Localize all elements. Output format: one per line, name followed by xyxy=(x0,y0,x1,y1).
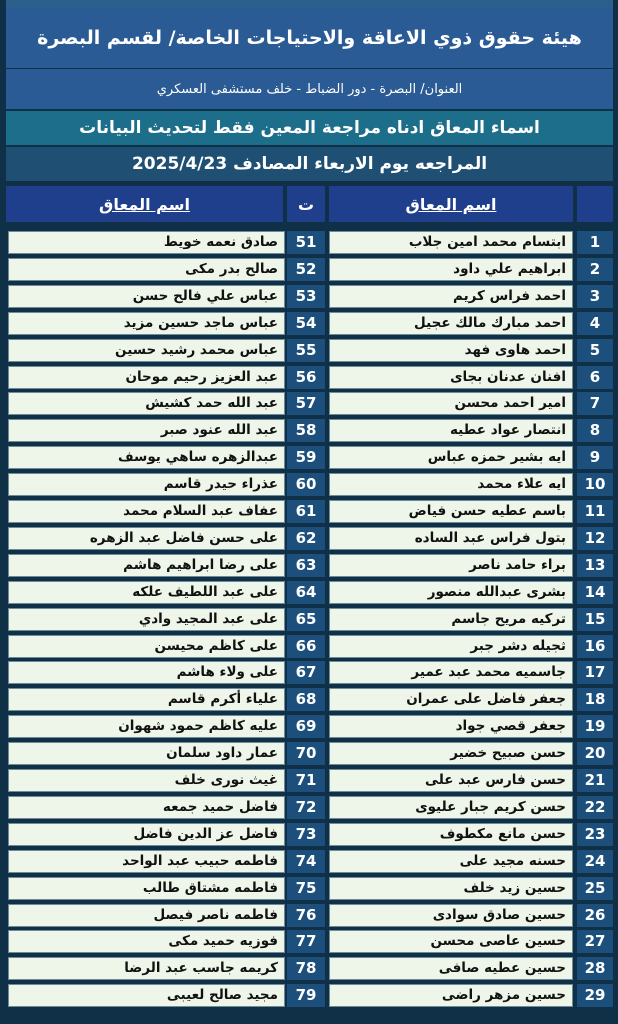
table-row-number: 17 xyxy=(577,661,613,684)
table-row-name: فاضل عز الدين فاضل xyxy=(8,823,285,846)
table-row-number: 71 xyxy=(287,769,325,792)
table-row-name: ثجيله دشر جبر xyxy=(329,635,573,658)
table-row-number: 77 xyxy=(287,930,325,953)
table-row-name: على عبد المجيد وادي xyxy=(8,608,285,631)
table-row-number: 23 xyxy=(577,823,613,846)
table-row-number: 5 xyxy=(577,339,613,362)
table-row-name: عفاف عبد السلام محمد xyxy=(8,500,285,523)
table-row-name: على كاظم محيسن xyxy=(8,635,285,658)
table-row-number: 27 xyxy=(577,930,613,953)
table-row-number: 59 xyxy=(287,446,325,469)
table-row-name: جعفر فاضل على عمران xyxy=(329,688,573,711)
table-row-number: 22 xyxy=(577,796,613,819)
table-row-number: 11 xyxy=(577,500,613,523)
table-row-number: 62 xyxy=(287,527,325,550)
table-row-number: 66 xyxy=(287,635,325,658)
table-row-number: 28 xyxy=(577,957,613,980)
table-row-name: انتصار عواد عطيه xyxy=(329,419,573,442)
notice-line: اسماء المعاق ادناه مراجعة المعين فقط لتحديث البيانات xyxy=(6,111,613,145)
table-row-number: 78 xyxy=(287,957,325,980)
table-row-name: امير احمد محسن xyxy=(329,392,573,415)
table-row-number: 3 xyxy=(577,285,613,308)
table-row-number: 56 xyxy=(287,366,325,389)
table-row-name: ابتسام محمد امين جلاب xyxy=(329,231,573,254)
page-title: هيئة حقوق ذوي الاعاقة والاحتياجات الخاصة/ لقسم البصرة xyxy=(6,8,613,68)
table-row-name: عمار داود سلمان xyxy=(8,742,285,765)
table-row-name: فاطمه حبيب عبد الواحد xyxy=(8,850,285,873)
table-row-number: 26 xyxy=(577,904,613,927)
table-row-number: 15 xyxy=(577,608,613,631)
table-row-name: حسين عطيه صافى xyxy=(329,957,573,980)
table-row-name: حسين زيد خلف xyxy=(329,877,573,900)
table-row-name: على ولاء هاشم xyxy=(8,661,285,684)
table-row-name: صالح بدر مكى xyxy=(8,258,285,281)
table-row-number: 74 xyxy=(287,850,325,873)
table-row-name: حسين صادق سوادى xyxy=(329,904,573,927)
table-row-number: 2 xyxy=(577,258,613,281)
table-row-number: 70 xyxy=(287,742,325,765)
table-row-number: 14 xyxy=(577,581,613,604)
table-row-number: 6 xyxy=(577,366,613,389)
table-row-name: فاضل حميد جمعه xyxy=(8,796,285,819)
table-row-number: 4 xyxy=(577,312,613,335)
table-row-number: 68 xyxy=(287,688,325,711)
table-row-name: حسن فارس عبد على xyxy=(329,769,573,792)
table-row-number: 13 xyxy=(577,554,613,577)
table-row-name: غيث نورى خلف xyxy=(8,769,285,792)
table-row-number: 60 xyxy=(287,473,325,496)
table-row-name: حسنه مجيد على xyxy=(329,850,573,873)
table-row-number: 55 xyxy=(287,339,325,362)
table-row-number: 67 xyxy=(287,661,325,684)
table-row-number: 8 xyxy=(577,419,613,442)
table-row-name: عليه كاظم حمود شهوان xyxy=(8,715,285,738)
table-row-number: 73 xyxy=(287,823,325,846)
table-row-number: 75 xyxy=(287,877,325,900)
table-row-number: 63 xyxy=(287,554,325,577)
table-row-number: 72 xyxy=(287,796,325,819)
review-date-line: المراجعه يوم الاربعاء المصادف 2025/4/23 xyxy=(6,147,613,181)
table-row-name: فاطمه مشتاق طالب xyxy=(8,877,285,900)
table-row-name: فاطمه ناصر فيصل xyxy=(8,904,285,927)
table-row-number: 9 xyxy=(577,446,613,469)
table-row-number: 20 xyxy=(577,742,613,765)
table-row-name: ايه علاء محمد xyxy=(329,473,573,496)
table-row-name: احمد هاوى فهد xyxy=(329,339,573,362)
table-row-name: افنان عدنان بجاى xyxy=(329,366,573,389)
table-row-name: تركيه مريح جاسم xyxy=(329,608,573,631)
table-row-name: على عبد اللطيف علكه xyxy=(8,581,285,604)
table-row-name: حسين عاصى محسن xyxy=(329,930,573,953)
table-row-name: احمد مبارك مالك عجيل xyxy=(329,312,573,335)
table-row-name: علياء أكرم قاسم xyxy=(8,688,285,711)
table-row-name: حسين مزهر راضى xyxy=(329,984,573,1007)
table-row-name: ايه بشير حمزه عباس xyxy=(329,446,573,469)
table-row-name: ابراهيم علي داود xyxy=(329,258,573,281)
table-row-number: 65 xyxy=(287,608,325,631)
table-row-name: عبد الله حمد كشيش xyxy=(8,392,285,415)
table-row-name: جعفر قصي جواد xyxy=(329,715,573,738)
table-row-number: 64 xyxy=(287,581,325,604)
table-row-name: بتول فراس عبد الساده xyxy=(329,527,573,550)
table-row-number: 79 xyxy=(287,984,325,1007)
table-row-name: حسن مانع مكطوف xyxy=(329,823,573,846)
table-row-number: 29 xyxy=(577,984,613,1007)
table-row-name: عذراء حيدر قاسم xyxy=(8,473,285,496)
address-line: العنوان/ البصرة - دور الضباط - خلف مستشفى العسكري xyxy=(6,69,613,109)
table-row-name: على حسن فاضل عبد الزهره xyxy=(8,527,285,550)
column-header-name-left: اسم المعاق xyxy=(6,186,283,222)
table-row-number: 18 xyxy=(577,688,613,711)
table-row-number: 1 xyxy=(577,231,613,254)
table-row-name: عبدالزهره ساهي يوسف xyxy=(8,446,285,469)
table-row-number: 76 xyxy=(287,904,325,927)
table-row-name: عباس علي فالح حسن xyxy=(8,285,285,308)
table-row-name: على رضا ابراهيم هاشم xyxy=(8,554,285,577)
table-row-name: عباس محمد رشيد حسين xyxy=(8,339,285,362)
table-row-name: عبد الله عنود صبر xyxy=(8,419,285,442)
table-row-name: عباس ماجد حسين مزيد xyxy=(8,312,285,335)
table-row-name: احمد فراس كريم xyxy=(329,285,573,308)
table-row-name: باسم عطيه حسن فياض xyxy=(329,500,573,523)
table-row-number: 61 xyxy=(287,500,325,523)
table-row-name: عبد العزيز رحيم موحان xyxy=(8,366,285,389)
table-row-number: 16 xyxy=(577,635,613,658)
table-row-number: 51 xyxy=(287,231,325,254)
table-row-number: 19 xyxy=(577,715,613,738)
table-row-number: 21 xyxy=(577,769,613,792)
table-row-name: فوزيه حميد مكى xyxy=(8,930,285,953)
table-row-name: حسن كريم جبار عليوى xyxy=(329,796,573,819)
table-row-name: جاسميه محمد عبد عمير xyxy=(329,661,573,684)
table-row-name: صادق نعمه خويط xyxy=(8,231,285,254)
top-strip xyxy=(6,0,613,8)
table-row-number: 25 xyxy=(577,877,613,900)
table-row-number: 7 xyxy=(577,392,613,415)
table-row-name: مجيد صالح لعيبى xyxy=(8,984,285,1007)
table-row-number: 69 xyxy=(287,715,325,738)
table-row-number: 57 xyxy=(287,392,325,415)
table-row-name: كريمه جاسب عبد الرضا xyxy=(8,957,285,980)
table-row-number: 53 xyxy=(287,285,325,308)
table-row-number: 12 xyxy=(577,527,613,550)
table-row-name: براء حامد ناصر xyxy=(329,554,573,577)
column-header-number: ت xyxy=(287,186,325,222)
table-row-number: 54 xyxy=(287,312,325,335)
table-row-number: 58 xyxy=(287,419,325,442)
table-row-number: 10 xyxy=(577,473,613,496)
table-row-number: 24 xyxy=(577,850,613,873)
table-row-number: 52 xyxy=(287,258,325,281)
column-header-number-right xyxy=(577,186,613,222)
column-header-name-right: اسم المعاق xyxy=(329,186,573,222)
table-row-name: حسن صبيح خضير xyxy=(329,742,573,765)
table-row-name: بشرى عبدالله منصور xyxy=(329,581,573,604)
